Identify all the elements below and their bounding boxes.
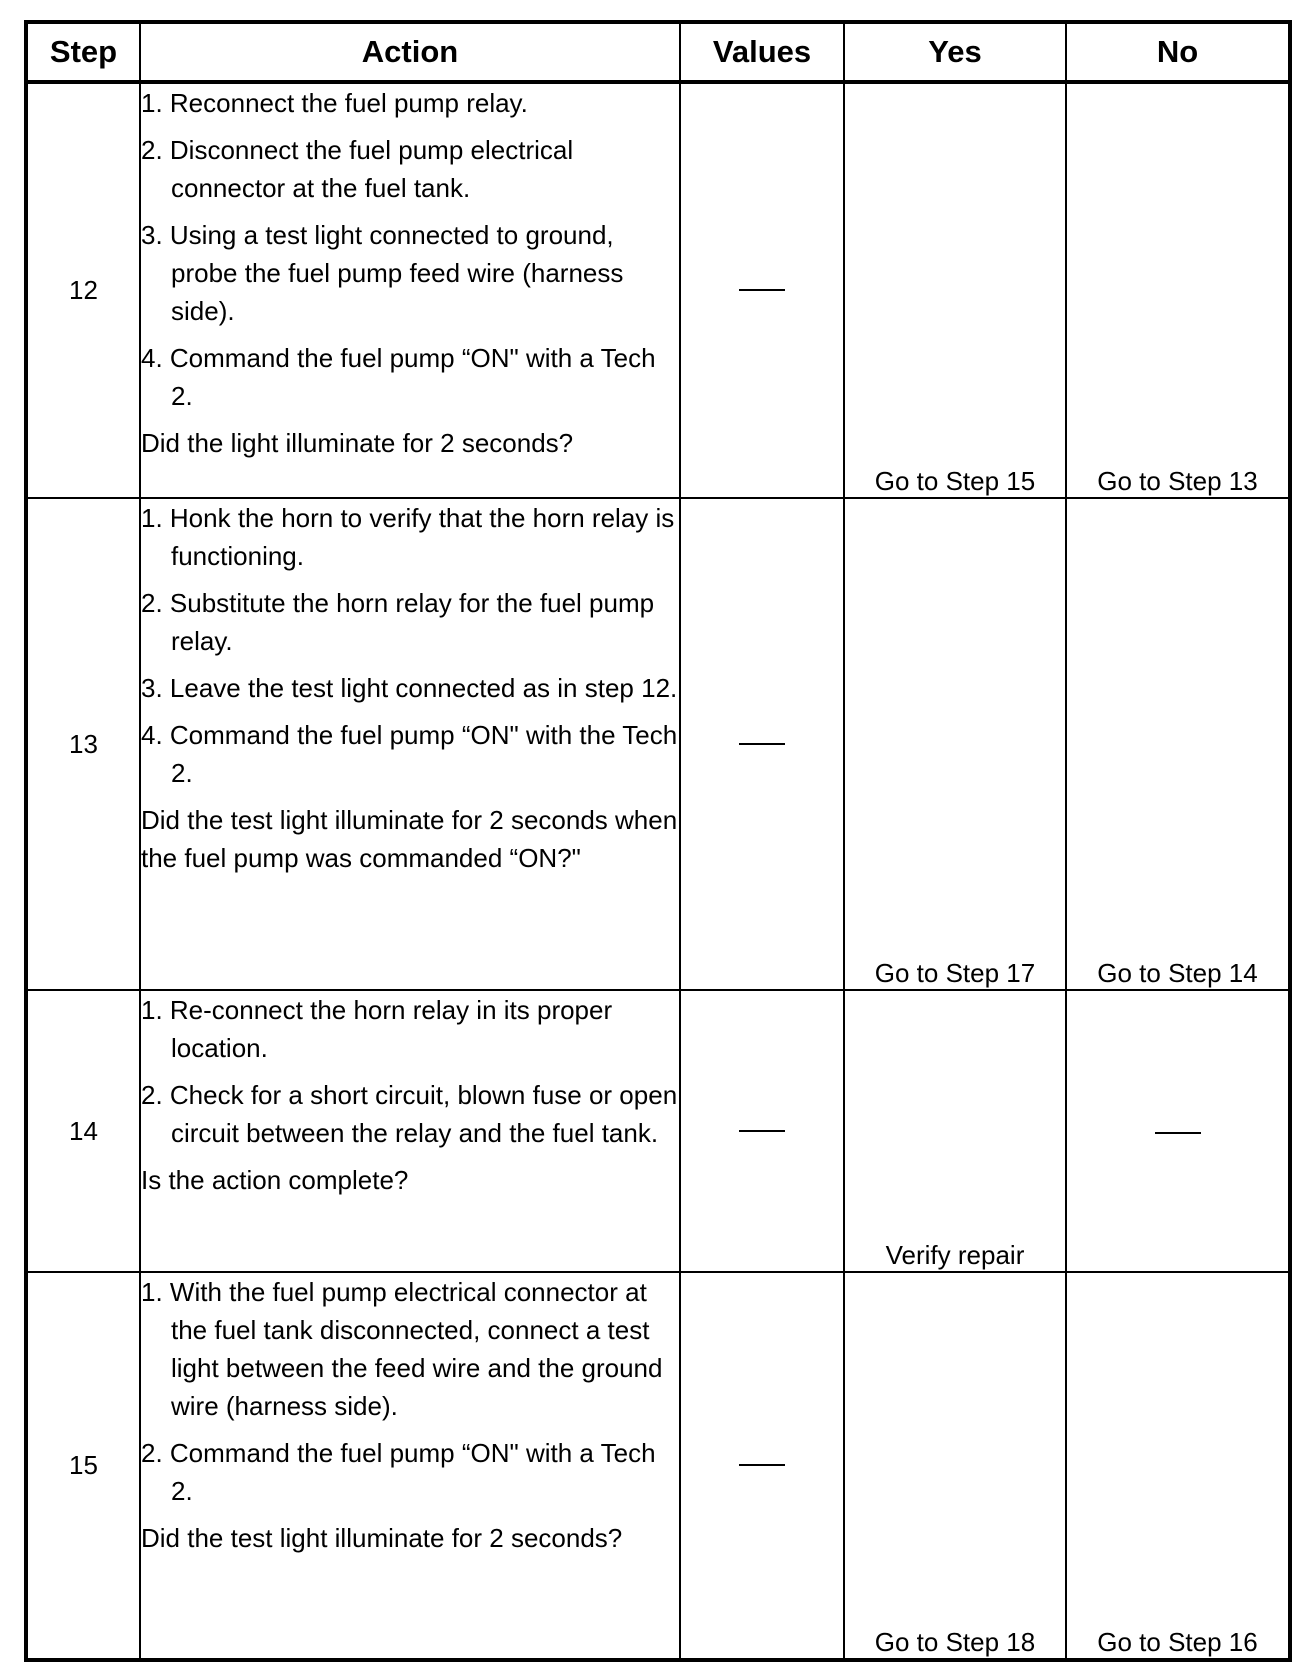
header-values: Values <box>680 22 844 82</box>
yes-cell: Go to Step 18 <box>844 1272 1066 1660</box>
header-no: No <box>1066 22 1290 82</box>
header-row <box>26 22 1290 82</box>
action-item: 4. Command the fuel pump “ON" with the Tech 2. <box>141 720 678 788</box>
action-item: 1. Re-connect the horn relay in its proper location. <box>141 995 613 1063</box>
no-cell: Go to Step 13 <box>1066 82 1290 498</box>
action-item: 3. Leave the test light connected as in step 12. <box>141 673 678 703</box>
yes-cell: Go to Step 17 <box>844 498 1066 990</box>
dash-mark <box>739 1130 785 1132</box>
action-item: 2. Command the fuel pump “ON" with a Tech 2. <box>141 1438 656 1506</box>
action-item: 2. Substitute the horn relay for the fuel pump relay. <box>141 588 655 656</box>
action-item: 4. Command the fuel pump “ON" with a Tech 2. <box>141 343 656 411</box>
no-cell: Go to Step 14 <box>1066 498 1290 990</box>
yes-cell: Go to Step 15 <box>844 82 1066 498</box>
action-cell <box>140 990 680 1272</box>
step-number: 15 <box>26 1272 140 1660</box>
yes-cell: Verify repair <box>844 990 1066 1272</box>
action-item: 1. Reconnect the fuel pump relay. <box>141 88 528 118</box>
header-step: Step <box>26 22 140 82</box>
no-cell: Go to Step 16 <box>1066 1272 1290 1660</box>
action-item: 2. Check for a short circuit, blown fuse or open circuit between the relay and the fuel tank. <box>141 1080 678 1148</box>
no-cell <box>1066 990 1290 1272</box>
action-cell <box>140 498 680 990</box>
header-yes: Yes <box>844 22 1066 82</box>
table-row-step-13 <box>26 498 1290 990</box>
action-question: Is the action complete? <box>141 1165 409 1195</box>
action-item: 3. Using a test light connected to ground, probe the fuel pump feed wire (harness side). <box>141 220 624 326</box>
step-number: 14 <box>26 990 140 1272</box>
action-question: Did the test light illuminate for 2 seconds? <box>141 1523 623 1553</box>
action-item: 1. With the fuel pump electrical connector at the fuel tank disconnected, connect a test light between the feed wire and the ground wire (harness side). <box>141 1277 663 1421</box>
diagnostic-table <box>24 20 1292 1662</box>
dash-mark <box>739 1464 785 1466</box>
values-cell <box>680 498 844 990</box>
values-cell <box>680 82 844 498</box>
action-question: Did the light illuminate for 2 seconds? <box>141 428 574 458</box>
action-cell <box>140 1272 680 1660</box>
dash-mark <box>1155 1132 1201 1134</box>
dash-mark <box>739 289 785 291</box>
action-question: Did the test light illuminate for 2 seconds when the fuel pump was commanded “ON?" <box>141 805 678 873</box>
table-row-step-14 <box>26 990 1290 1272</box>
table-row-step-12 <box>26 82 1290 498</box>
dash-mark <box>739 743 785 745</box>
step-number: 12 <box>26 82 140 498</box>
step-number: 13 <box>26 498 140 990</box>
values-cell <box>680 1272 844 1660</box>
table-row-step-15 <box>26 1272 1290 1660</box>
values-cell <box>680 990 844 1272</box>
action-item: 1. Honk the horn to verify that the horn relay is functioning. <box>141 503 675 571</box>
header-action: Action <box>140 22 680 82</box>
action-cell <box>140 82 680 498</box>
action-item: 2. Disconnect the fuel pump electrical connector at the fuel tank. <box>141 135 574 203</box>
